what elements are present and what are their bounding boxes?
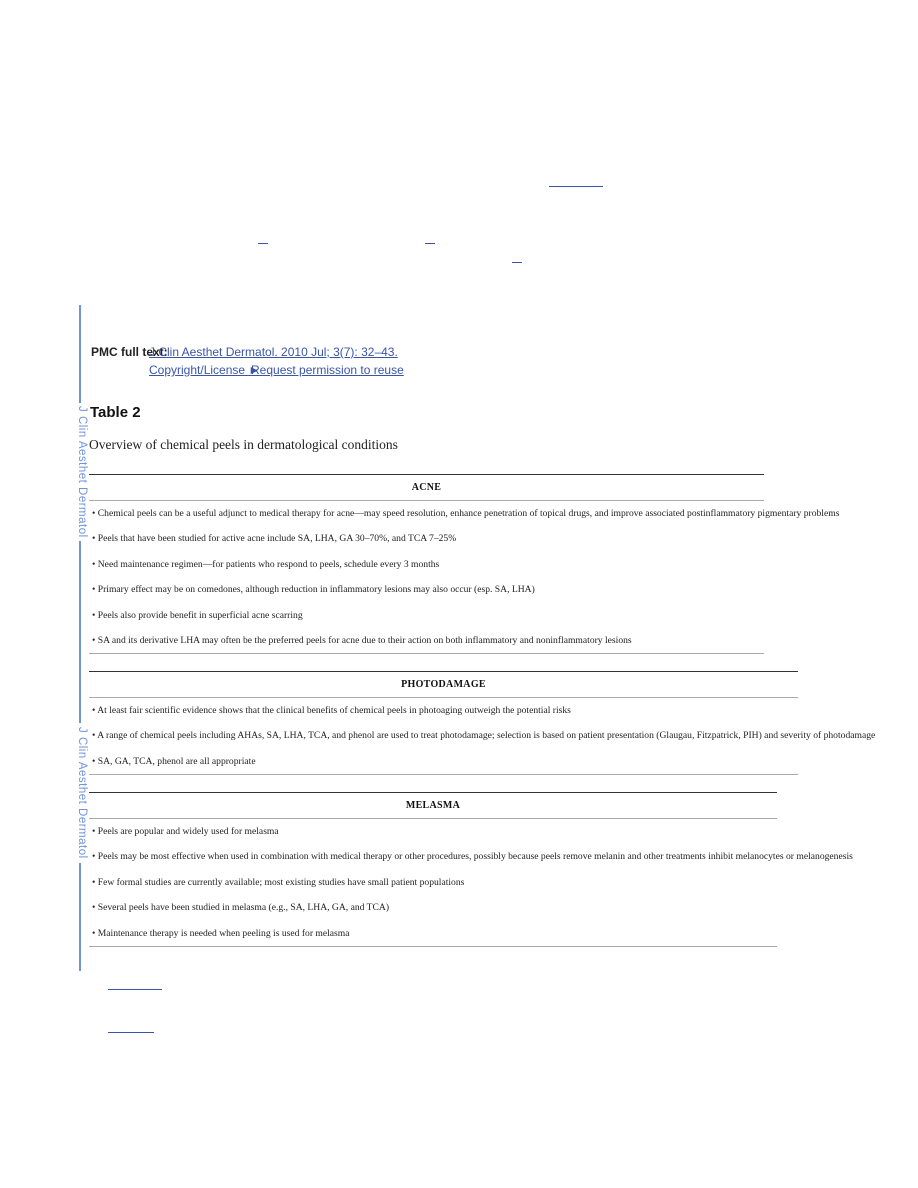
table-row: • SA, GA, TCA, phenol are all appropriate (92, 755, 256, 767)
link-fragment[interactable] (108, 1032, 154, 1033)
link-fragment[interactable] (549, 186, 603, 187)
table-row: • Primary effect may be on comedones, although reduction in inflammatory lesions may also occur (esp. SA, LHA) (92, 584, 535, 596)
side-rail-line (79, 541, 81, 723)
section-rule (89, 946, 777, 947)
table-row: • Peels that have been studied for active acne include SA, LHA, GA 30–70%, and TCA 7–25% (92, 533, 457, 545)
link-fragment[interactable] (512, 262, 522, 263)
table-row: • Maintenance therapy is needed when peeling is used for melasma (92, 927, 350, 939)
citation-link[interactable]: J Clin Aesthet Dermatol. 2010 Jul; 3(7): 32–43. (149, 345, 398, 359)
table-row: • Peels also provide benefit in superficial acne scarring (92, 609, 303, 621)
table-section-photodamage (89, 671, 876, 775)
table-title: Table 2 (90, 404, 141, 421)
side-journal-label: J Clin Aesthet Dermatol (76, 727, 88, 859)
table-row: • Peels may be most effective when used in combination with medical therapy or other procedures, possibly because peels remove melanin and other treatments inhibit melanocytes or melanogenesis (92, 851, 853, 863)
table-row: • SA and its derivative LHA may often be the preferred peels for acne due to their action on both inflammatory and noninflammatory lesions (92, 634, 632, 646)
copyright-license-link[interactable]: Copyright/License ► (149, 363, 261, 377)
pmc-label: PMC full text: (91, 345, 168, 359)
section-heading: ACNE (89, 474, 764, 501)
table-row: • Several peels have been studied in melasma (e.g., SA, LHA, GA, and TCA) (92, 902, 390, 914)
table-row: • Peels are popular and widely used for melasma (92, 826, 279, 837)
link-fragment[interactable] (108, 989, 162, 990)
table-row: • Need maintenance regimen—for patients who respond to peels, schedule every 3 months (92, 558, 440, 570)
table-row: • Chemical peels can be a useful adjunct to medical therapy for acne—may speed resolution, enhance penetration of topical drugs, and improve associated postinflammatory pigmentary problems (92, 508, 840, 519)
table-section-melasma (89, 792, 853, 947)
table-row: • Few formal studies are currently available; most existing studies have small patient populations (92, 876, 465, 888)
section-heading: PHOTODAMAGE (89, 671, 798, 698)
request-permission-link[interactable]: Request permission to reuse (251, 363, 404, 377)
section-rule (89, 774, 798, 775)
section-heading: MELASMA (89, 792, 777, 819)
section-rule (89, 653, 764, 654)
table-caption: Overview of chemical peels in dermatological conditions (89, 437, 398, 452)
side-rail-line (79, 863, 81, 971)
link-fragment[interactable] (258, 243, 268, 244)
table-row: • At least fair scientific evidence shows that the clinical benefits of chemical peels in photoaging outweigh the potential risks (92, 705, 571, 716)
link-fragment[interactable] (425, 243, 435, 244)
table-row: • A range of chemical peels including AHAs, SA, LHA, TCA, and phenol are used to treat photodamage; selection is based on patient presentation (Glaugau, Fitzpatrick, PIH) and severity of photodamage (92, 730, 876, 742)
table-section-acne (89, 474, 840, 654)
side-journal-label: J Clin Aesthet Dermatol (76, 406, 88, 538)
side-rail-line (79, 305, 81, 403)
pmc-citation-block (91, 345, 404, 377)
